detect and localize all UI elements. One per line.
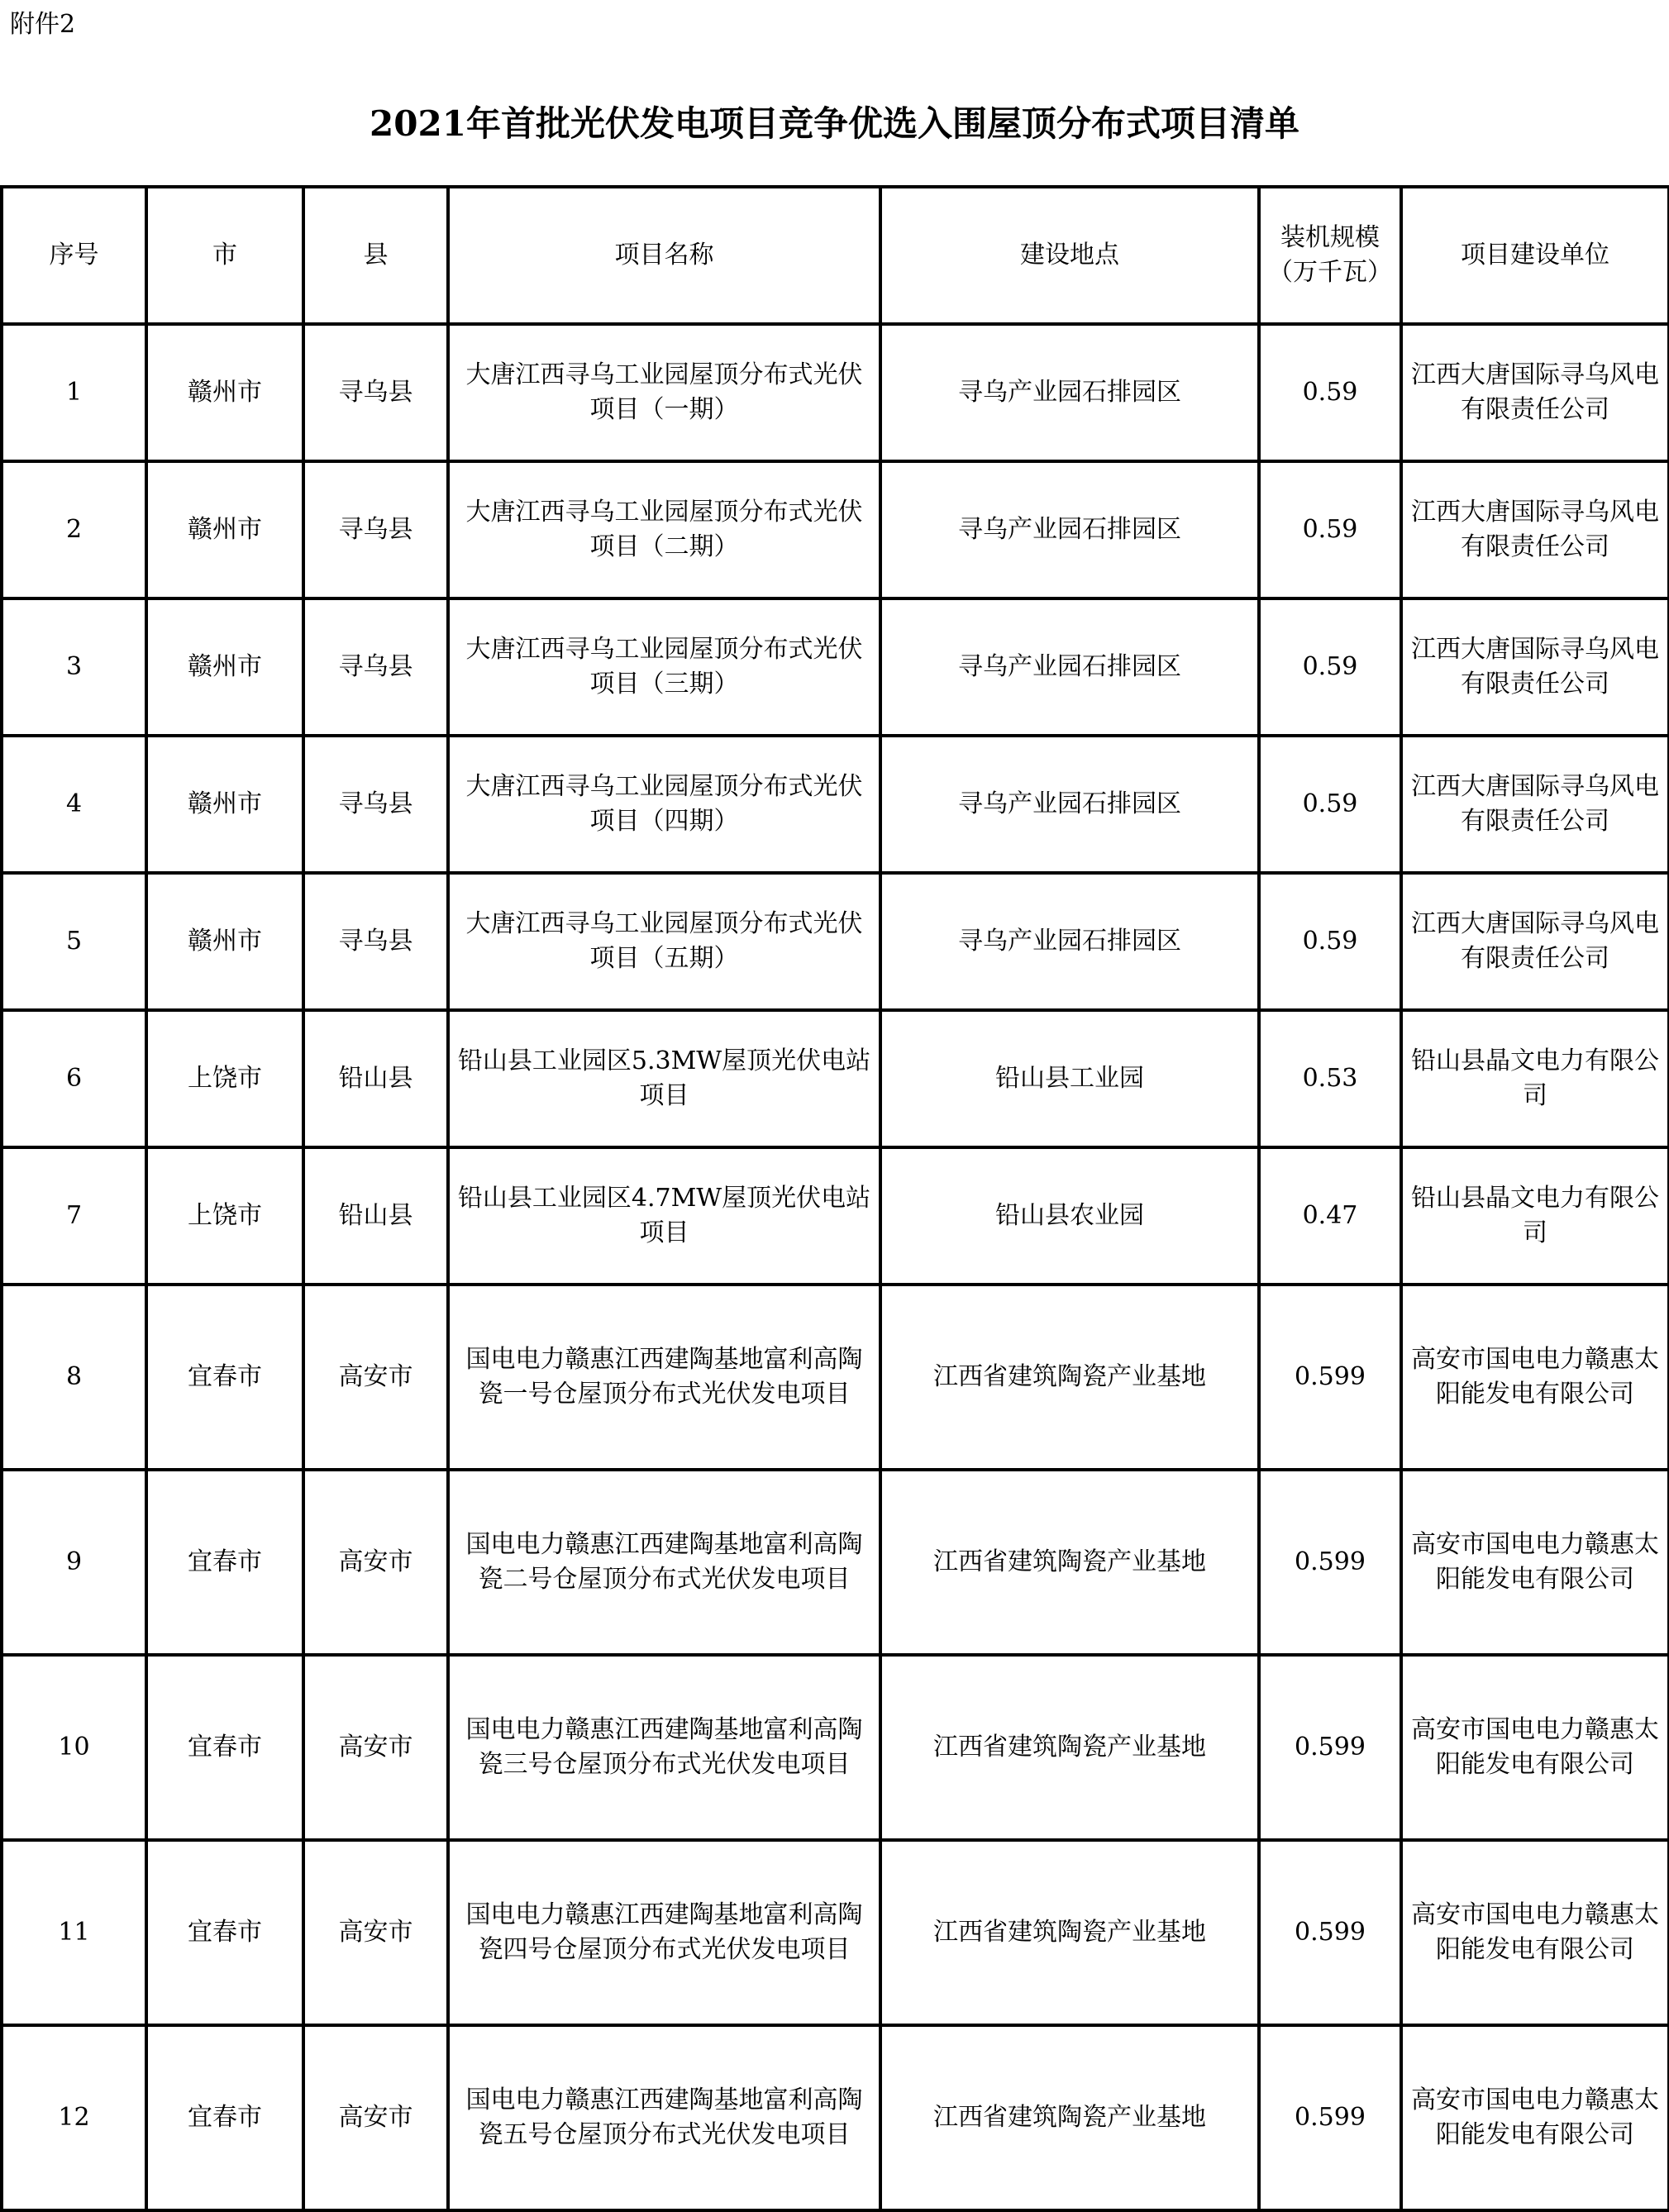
cell-company: 高安市国电电力赣惠太阳能发电有限公司 — [1401, 1840, 1669, 2025]
cell-company: 铅山县晶文电力有限公司 — [1401, 1010, 1669, 1147]
table-row — [2, 1470, 1669, 1655]
table-row — [2, 2025, 1669, 2210]
header-company: 项目建设单位 — [1401, 187, 1669, 324]
cell-city: 宜春市 — [146, 1285, 303, 1470]
table-row — [2, 461, 1669, 598]
cell-capacity: 0.599 — [1259, 2025, 1401, 2210]
cell-location: 寻乌产业园石排园区 — [880, 873, 1259, 1010]
cell-no: 10 — [2, 1655, 146, 1840]
cell-project: 大唐江西寻乌工业园屋顶分布式光伏项目（二期） — [448, 461, 880, 598]
table-row — [2, 1010, 1669, 1147]
header-county: 县 — [303, 187, 448, 324]
cell-company: 江西大唐国际寻乌风电有限责任公司 — [1401, 324, 1669, 461]
cell-capacity: 0.47 — [1259, 1147, 1401, 1285]
cell-project: 国电电力赣惠江西建陶基地富利高陶瓷一号仓屋顶分布式光伏发电项目 — [448, 1285, 880, 1470]
cell-no: 6 — [2, 1010, 146, 1147]
cell-project: 大唐江西寻乌工业园屋顶分布式光伏项目（一期） — [448, 324, 880, 461]
table-body — [2, 324, 1669, 2210]
cell-project: 大唐江西寻乌工业园屋顶分布式光伏项目（五期） — [448, 873, 880, 1010]
cell-city: 上饶市 — [146, 1010, 303, 1147]
project-table — [0, 185, 1669, 2212]
cell-county: 寻乌县 — [303, 736, 448, 873]
cell-county: 铅山县 — [303, 1010, 448, 1147]
header-capacity: 装机规模（万千瓦） — [1259, 187, 1401, 324]
cell-county: 寻乌县 — [303, 873, 448, 1010]
cell-location: 铅山县工业园 — [880, 1010, 1259, 1147]
cell-county: 高安市 — [303, 1655, 448, 1840]
cell-project: 国电电力赣惠江西建陶基地富利高陶瓷二号仓屋顶分布式光伏发电项目 — [448, 1470, 880, 1655]
cell-company: 江西大唐国际寻乌风电有限责任公司 — [1401, 461, 1669, 598]
cell-project: 大唐江西寻乌工业园屋顶分布式光伏项目（三期） — [448, 598, 880, 736]
cell-city: 宜春市 — [146, 1655, 303, 1840]
table-row — [2, 598, 1669, 736]
cell-no: 5 — [2, 873, 146, 1010]
cell-location: 寻乌产业园石排园区 — [880, 461, 1259, 598]
table-row — [2, 1840, 1669, 2025]
cell-location: 铅山县农业园 — [880, 1147, 1259, 1285]
cell-capacity: 0.599 — [1259, 1655, 1401, 1840]
table-row — [2, 873, 1669, 1010]
cell-company: 高安市国电电力赣惠太阳能发电有限公司 — [1401, 1470, 1669, 1655]
cell-city: 赣州市 — [146, 598, 303, 736]
cell-no: 8 — [2, 1285, 146, 1470]
cell-capacity: 0.59 — [1259, 324, 1401, 461]
cell-company: 江西大唐国际寻乌风电有限责任公司 — [1401, 598, 1669, 736]
cell-capacity: 0.599 — [1259, 1285, 1401, 1470]
cell-location: 江西省建筑陶瓷产业基地 — [880, 1840, 1259, 2025]
cell-city: 赣州市 — [146, 736, 303, 873]
cell-city: 宜春市 — [146, 1470, 303, 1655]
cell-location: 江西省建筑陶瓷产业基地 — [880, 2025, 1259, 2210]
cell-company: 江西大唐国际寻乌风电有限责任公司 — [1401, 873, 1669, 1010]
cell-county: 寻乌县 — [303, 598, 448, 736]
table-row — [2, 736, 1669, 873]
cell-company: 高安市国电电力赣惠太阳能发电有限公司 — [1401, 2025, 1669, 2210]
cell-capacity: 0.59 — [1259, 736, 1401, 873]
page-title: 2021年首批光伏发电项目竞争优选入围屋顶分布式项目清单 — [370, 103, 1299, 144]
attachment-label: 附件2 — [10, 10, 76, 39]
cell-capacity: 0.59 — [1259, 873, 1401, 1010]
cell-company: 铅山县晶文电力有限公司 — [1401, 1147, 1669, 1285]
cell-project: 国电电力赣惠江西建陶基地富利高陶瓷五号仓屋顶分布式光伏发电项目 — [448, 2025, 880, 2210]
cell-no: 11 — [2, 1840, 146, 2025]
cell-project: 铅山县工业园区5.3MW屋顶光伏电站项目 — [448, 1010, 880, 1147]
cell-capacity: 0.53 — [1259, 1010, 1401, 1147]
cell-city: 赣州市 — [146, 324, 303, 461]
cell-city: 宜春市 — [146, 1840, 303, 2025]
cell-no: 2 — [2, 461, 146, 598]
cell-city: 赣州市 — [146, 873, 303, 1010]
cell-location: 江西省建筑陶瓷产业基地 — [880, 1655, 1259, 1840]
header-project: 项目名称 — [448, 187, 880, 324]
cell-company: 江西大唐国际寻乌风电有限责任公司 — [1401, 736, 1669, 873]
table-row — [2, 324, 1669, 461]
cell-capacity: 0.599 — [1259, 1840, 1401, 2025]
cell-city: 宜春市 — [146, 2025, 303, 2210]
cell-location: 寻乌产业园石排园区 — [880, 598, 1259, 736]
table-row — [2, 1147, 1669, 1285]
cell-county: 高安市 — [303, 1285, 448, 1470]
header-row — [2, 187, 1669, 324]
cell-location: 寻乌产业园石排园区 — [880, 324, 1259, 461]
table-row — [2, 1285, 1669, 1470]
cell-no: 7 — [2, 1147, 146, 1285]
header-city: 市 — [146, 187, 303, 324]
cell-county: 寻乌县 — [303, 324, 448, 461]
cell-location: 寻乌产业园石排园区 — [880, 736, 1259, 873]
cell-city: 赣州市 — [146, 461, 303, 598]
cell-county: 寻乌县 — [303, 461, 448, 598]
cell-capacity: 0.59 — [1259, 461, 1401, 598]
cell-county: 高安市 — [303, 1840, 448, 2025]
cell-no: 12 — [2, 2025, 146, 2210]
cell-no: 4 — [2, 736, 146, 873]
header-no: 序号 — [2, 187, 146, 324]
table-row — [2, 1655, 1669, 1840]
cell-no: 1 — [2, 324, 146, 461]
cell-capacity: 0.599 — [1259, 1470, 1401, 1655]
cell-no: 3 — [2, 598, 146, 736]
cell-county: 高安市 — [303, 2025, 448, 2210]
cell-location: 江西省建筑陶瓷产业基地 — [880, 1285, 1259, 1470]
cell-no: 9 — [2, 1470, 146, 1655]
cell-city: 上饶市 — [146, 1147, 303, 1285]
cell-project: 大唐江西寻乌工业园屋顶分布式光伏项目（四期） — [448, 736, 880, 873]
cell-company: 高安市国电电力赣惠太阳能发电有限公司 — [1401, 1285, 1669, 1470]
header-location: 建设地点 — [880, 187, 1259, 324]
cell-location: 江西省建筑陶瓷产业基地 — [880, 1470, 1259, 1655]
cell-project: 国电电力赣惠江西建陶基地富利高陶瓷四号仓屋顶分布式光伏发电项目 — [448, 1840, 880, 2025]
cell-project: 铅山县工业园区4.7MW屋顶光伏电站项目 — [448, 1147, 880, 1285]
cell-county: 高安市 — [303, 1470, 448, 1655]
cell-county: 铅山县 — [303, 1147, 448, 1285]
cell-capacity: 0.59 — [1259, 598, 1401, 736]
cell-company: 高安市国电电力赣惠太阳能发电有限公司 — [1401, 1655, 1669, 1840]
cell-project: 国电电力赣惠江西建陶基地富利高陶瓷三号仓屋顶分布式光伏发电项目 — [448, 1655, 880, 1840]
